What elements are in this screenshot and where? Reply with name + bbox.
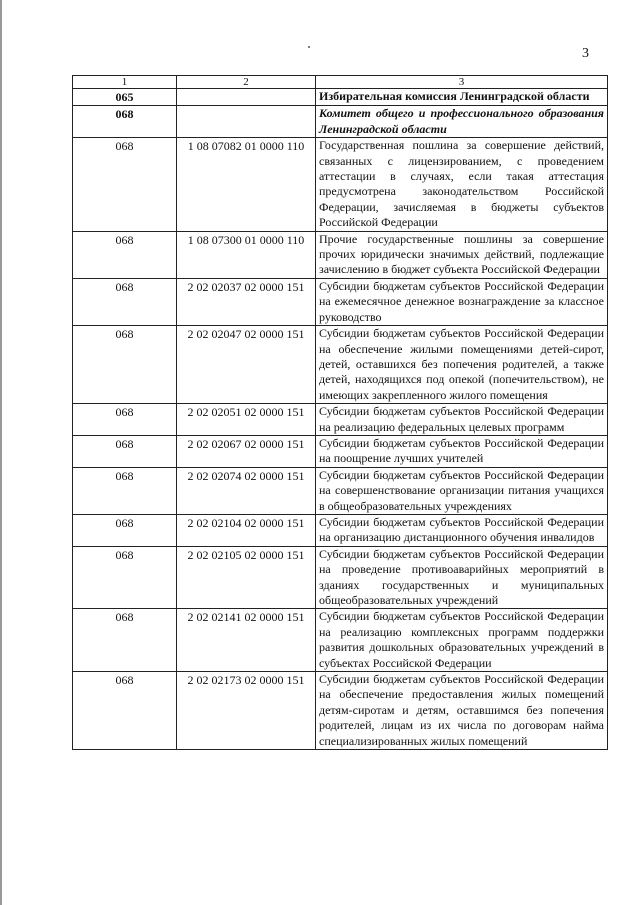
kbk-code-cell: 2 02 02105 02 0000 151 bbox=[177, 546, 316, 609]
table-row bbox=[73, 514, 608, 546]
income-description-cell: Прочие государственные пошлины за совершение прочих юридически значимых действий, подлежащие зачислению в бюджет субъекта Российской Федерации bbox=[316, 231, 608, 278]
kbk-code-cell: 2 02 02067 02 0000 151 bbox=[177, 435, 316, 467]
header-col-2: 2 bbox=[177, 76, 316, 89]
table-row bbox=[73, 435, 608, 467]
income-description-cell: Субсидии бюджетам субъектов Российской Федерации на реализацию комплексных программ поддержки развития дошкольных образовательных учреждений в субъектах Российской Федерации bbox=[316, 609, 608, 672]
header-col-1: 1 bbox=[73, 76, 177, 89]
admin-code-cell: 065 bbox=[73, 89, 177, 106]
admin-code-cell: 068 bbox=[73, 609, 177, 672]
kbk-code-cell: 1 08 07082 01 0000 110 bbox=[177, 138, 316, 231]
table-row bbox=[73, 546, 608, 609]
income-description-cell: Субсидии бюджетам субъектов Российской Федерации на ежемесячное денежное вознаграждение за классное руководство bbox=[316, 278, 608, 325]
income-description-cell: Субсидии бюджетам субъектов Российской Федерации на проведение противоаварийных мероприятий в зданиях государственных и муниципальных общеобразовательных учреждений bbox=[316, 546, 608, 609]
admin-code-cell: 068 bbox=[73, 546, 177, 609]
administrator-row bbox=[73, 89, 608, 106]
income-description-cell: Субсидии бюджетам субъектов Российской Федерации на обеспечение жилыми помещениями детей-сирот, детей, оставшихся без попечения родителей, а также детей, находящихся под опекой (попечительством), не имеющих закрепленного жилого помещения bbox=[316, 326, 608, 404]
kbk-code-cell: 2 02 02173 02 0000 151 bbox=[177, 672, 316, 750]
scan-left-edge bbox=[0, 0, 2, 905]
kbk-code-cell: 2 02 02074 02 0000 151 bbox=[177, 467, 316, 514]
administrator-row bbox=[73, 106, 608, 138]
income-description-cell: Субсидии бюджетам субъектов Российской Федерации на реализацию федеральных целевых программ bbox=[316, 404, 608, 436]
admin-code-cell: 068 bbox=[73, 672, 177, 750]
revenue-codes-table bbox=[72, 75, 608, 750]
empty-kbk-cell bbox=[177, 89, 316, 106]
page-number: 3 bbox=[582, 46, 589, 61]
table-header-row bbox=[73, 76, 608, 89]
kbk-code-cell: 2 02 02141 02 0000 151 bbox=[177, 609, 316, 672]
administrator-name-cell: Избирательная комиссия Ленинградской области bbox=[316, 89, 608, 106]
admin-code-cell: 068 bbox=[73, 231, 177, 278]
empty-kbk-cell bbox=[177, 106, 316, 138]
table-row bbox=[73, 404, 608, 436]
table-row bbox=[73, 231, 608, 278]
admin-code-cell: 068 bbox=[73, 106, 177, 138]
kbk-code-cell: 2 02 02047 02 0000 151 bbox=[177, 326, 316, 404]
table-row bbox=[73, 278, 608, 325]
table-row bbox=[73, 467, 608, 514]
admin-code-cell: 068 bbox=[73, 435, 177, 467]
kbk-code-cell: 2 02 02037 02 0000 151 bbox=[177, 278, 316, 325]
table-row bbox=[73, 326, 608, 404]
header-col-3: 3 bbox=[316, 76, 608, 89]
admin-code-cell: 068 bbox=[73, 138, 177, 231]
kbk-code-cell: 2 02 02104 02 0000 151 bbox=[177, 514, 316, 546]
income-description-cell: Субсидии бюджетам субъектов Российской Федерации на совершенствование организации питания учащихся в общеобразовательных учреждениях bbox=[316, 467, 608, 514]
admin-code-cell: 068 bbox=[73, 326, 177, 404]
table-row bbox=[73, 138, 608, 231]
income-description-cell: Субсидии бюджетам субъектов Российской Федерации на организацию дистанционного обучения инвалидов bbox=[316, 514, 608, 546]
income-description-cell: Государственная пошлина за совершение действий, связанных с лицензированием, с проведением аттестации в случаях, если такая аттестация предусмотрена законодательством Российской Федерации, зачисляемая в бюджеты субъектов Российской Федерации bbox=[316, 138, 608, 231]
scan-speck bbox=[308, 46, 310, 48]
income-description-cell: Субсидии бюджетам субъектов Российской Федерации на обеспечение предоставления жилых помещений детям-сиротам и детям, оставшимся без попечения родителей, лицам из их числа по договорам найма специализированных жилых помещений bbox=[316, 672, 608, 750]
admin-code-cell: 068 bbox=[73, 467, 177, 514]
table-row bbox=[73, 672, 608, 750]
admin-code-cell: 068 bbox=[73, 278, 177, 325]
admin-code-cell: 068 bbox=[73, 514, 177, 546]
administrator-name-cell: Комитет общего и профессионального образования Ленинградской области bbox=[316, 106, 608, 138]
kbk-code-cell: 1 08 07300 01 0000 110 bbox=[177, 231, 316, 278]
table-row bbox=[73, 609, 608, 672]
kbk-code-cell: 2 02 02051 02 0000 151 bbox=[177, 404, 316, 436]
income-description-cell: Субсидии бюджетам субъектов Российской Федерации на поощрение лучших учителей bbox=[316, 435, 608, 467]
admin-code-cell: 068 bbox=[73, 404, 177, 436]
